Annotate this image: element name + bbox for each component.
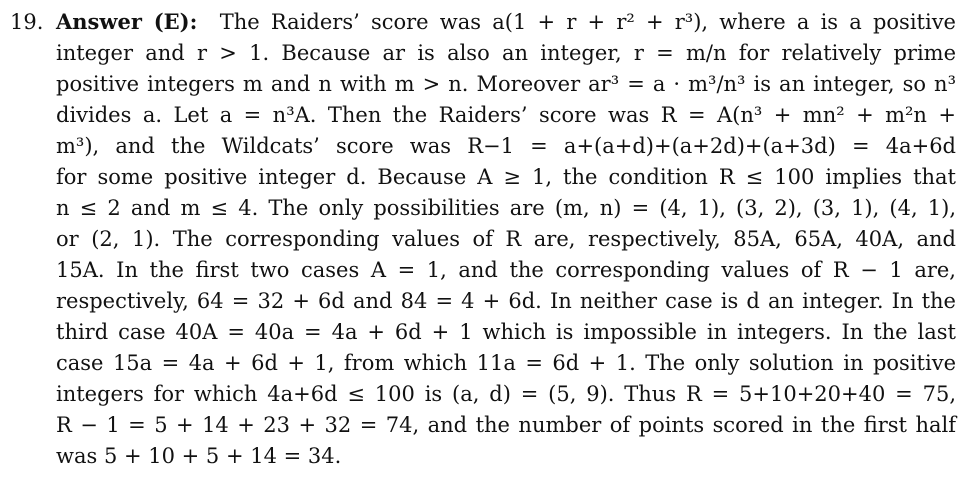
solution-line-14: R − 1 = 5 + 14 + 23 + 32 = 74, and the number of points scored in the first half [56,413,956,437]
solution-line-3: positive integers m and n with m > n. Moreover ar³ = a · m³/n³ is an integer, so n³ [56,72,956,96]
solution-line-8: or (2, 1). The corresponding values of R are, respectively, 85A, 65A, 40A, and [56,227,956,251]
solution-line-5: m³), and the Wildcats’ score was R−1 = a+(a+d)+(a+2d)+(a+3d) = 4a+6d [56,134,956,158]
solution-line-1 [56,7,956,37]
solution-line-15: was 5 + 10 + 5 + 14 = 34. [56,444,342,468]
solution-line-9: 15A. In the first two cases A = 1, and the corresponding values of R − 1 are, [56,258,956,282]
solution-line-7: n ≤ 2 and m ≤ 4. The only possibilities are (m, n) = (4, 1), (3, 2), (3, 1), (4, 1), [56,196,956,220]
solution-line-12: case 15a = 4a + 6d + 1, from which 11a = 6d + 1. The only solution in positive [56,351,956,375]
answer-heading: Answer (E): [56,9,198,34]
solution-line-10: respectively, 64 = 32 + 6d and 84 = 4 + 6d. In neither case is d an integer. In the [56,289,956,313]
solution-line-4: divides a. Let a = n³A. Then the Raiders’ score was R = A(n³ + mn² + m²n + [56,103,956,127]
solution-line-2: integer and r > 1. Because ar is also an integer, r = m/n for relatively prime [56,41,956,65]
solution-line-11: third case 40A = 40a = 4a + 6d + 1 which is impossible in integers. In the last [56,320,956,344]
solution-line-6: for some positive integer d. Because A ≥ 1, the condition R ≤ 100 implies that [56,165,956,189]
solution-line-1-text: The Raiders’ score was a(1 + r + r² + r³), where a is a positive [219,10,956,34]
problem-number: 19. [10,10,44,34]
solution-line-13: integers for which 4a+6d ≤ 100 is (a, d) = (5, 9). Thus R = 5+10+20+40 = 75, [56,382,956,406]
